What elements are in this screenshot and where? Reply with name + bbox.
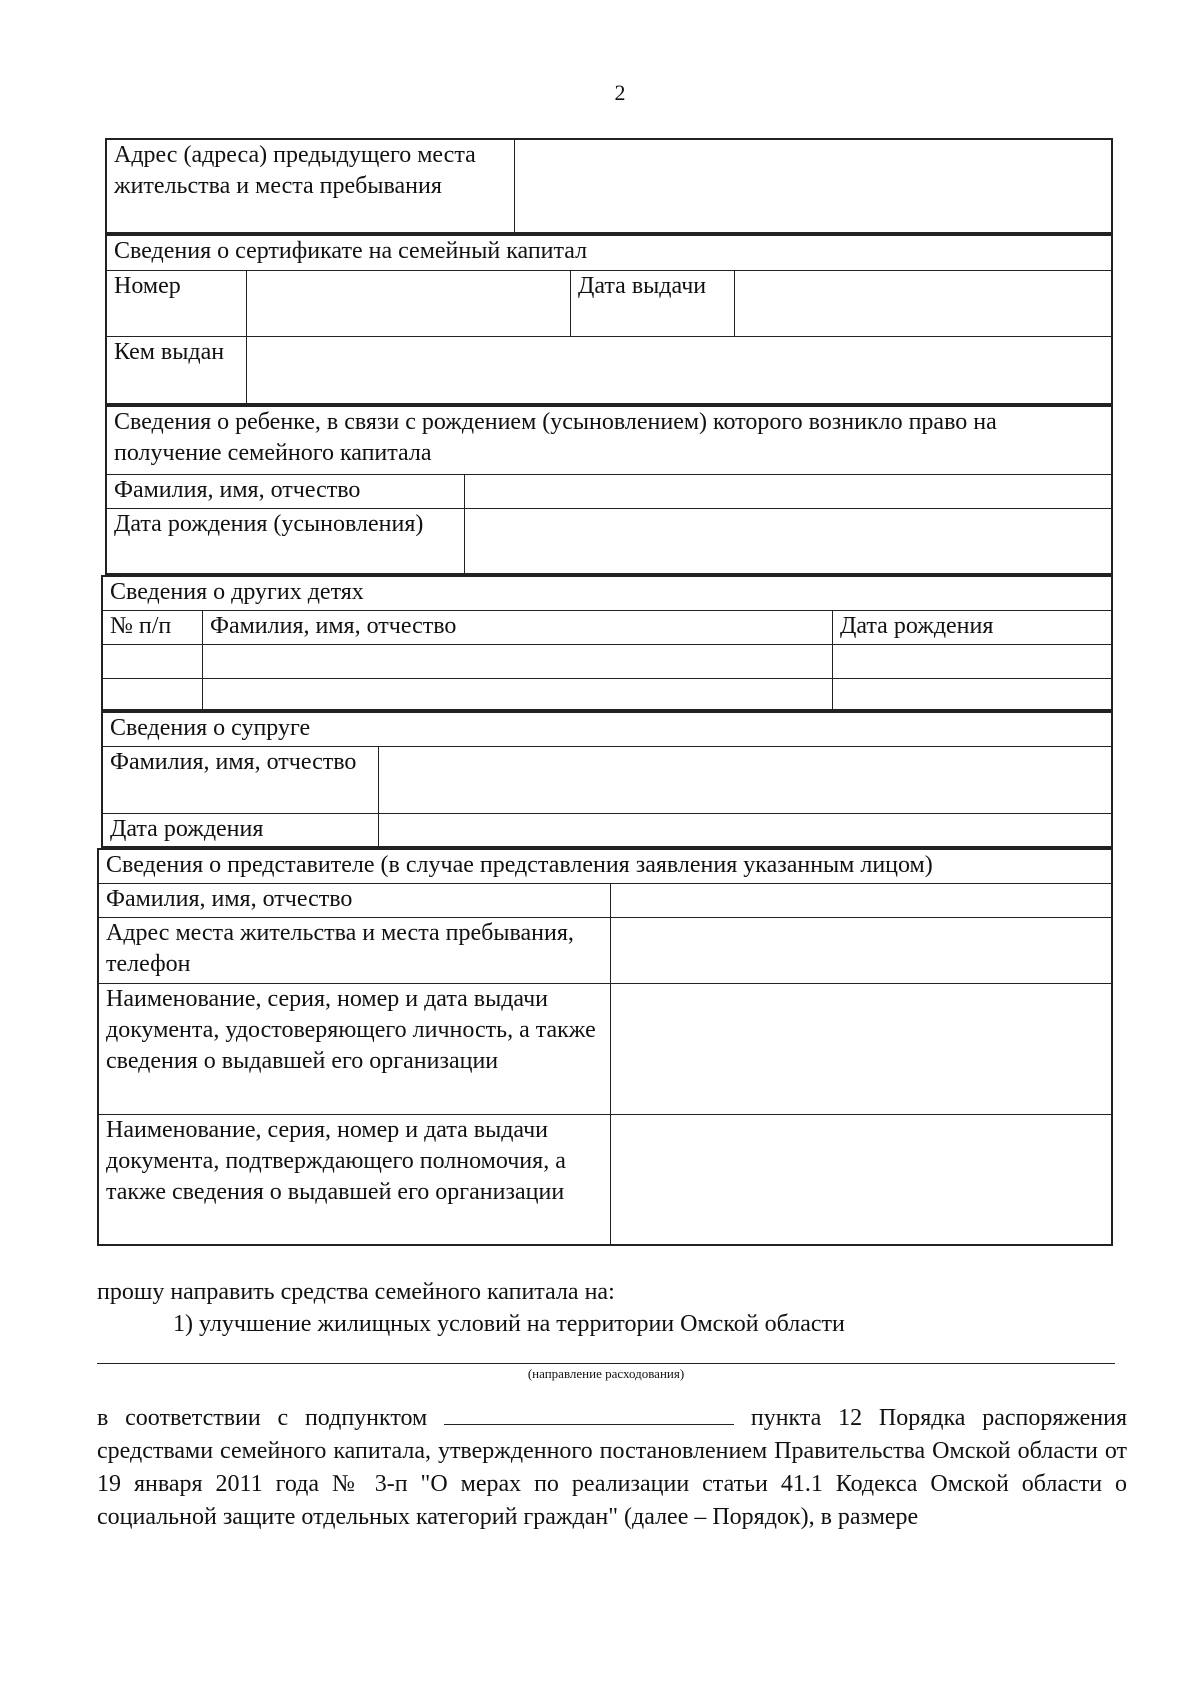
spouse-section-title: Сведения о супруге [103,713,1112,747]
child-block [105,405,1113,575]
other-child-number-field[interactable] [103,645,203,679]
rep-section-title: Сведения о представителе (в случае представления заявления указанным лицом) [99,850,1112,884]
cert-number-label: Номер [107,271,247,337]
rep-address-field[interactable] [611,918,1112,984]
representative-block [97,848,1113,1246]
request-paragraph [97,1402,1127,1534]
prev-address-label: Адрес (адреса) предыдущего места жительства и места пребывания [107,140,515,233]
spouse-name-field[interactable] [379,747,1112,814]
spouse-birth-field[interactable] [379,814,1112,847]
other-child-birth-field[interactable] [833,645,1112,679]
other-children-block [101,575,1113,711]
subparagraph-blank[interactable] [444,1402,734,1425]
rep-name-field[interactable] [611,884,1112,918]
certificate-section-title: Сведения о сертификате на семейный капитал [107,236,1112,271]
spouse-birth-label: Дата рождения [103,814,379,847]
spouse-name-label: Фамилия, имя, отчество [103,747,379,814]
other-child-name-field[interactable] [203,645,833,679]
direction-line[interactable] [97,1363,1115,1364]
rep-authority-doc-label: Наименование, серия, номер и дата выдачи документа, подтверждающего полномочия, а также сведения о выдавшей его организации [99,1115,611,1245]
rep-address-label: Адрес места жительства и места пребывания, телефон [99,918,611,984]
cert-issue-date-field[interactable] [735,271,1112,337]
other-children-header-number: № п/п [103,611,203,645]
child-section-title: Сведения о ребенке, в связи с рождением (усыновлением) которого возникло право на получение семейного капитала [107,407,1112,475]
child-name-field[interactable] [465,475,1112,509]
other-children-header-birth: Дата рождения [833,611,1112,645]
spouse-block [101,711,1113,848]
cert-issue-date-label: Дата выдачи [571,271,735,337]
other-child-number-field[interactable] [103,679,203,710]
rep-name-label: Фамилия, имя, отчество [99,884,611,918]
rep-id-doc-field[interactable] [611,984,1112,1115]
cert-issued-by-field[interactable] [247,337,1112,404]
table-row [103,679,1112,710]
prev-address-block [105,138,1113,234]
other-children-section-title: Сведения о других детях [103,577,1112,611]
rep-id-doc-label: Наименование, серия, номер и дата выдачи документа, удостоверяющего личность, а также сведения о выдавшей его организации [99,984,611,1115]
cert-issued-by-label: Кем выдан [107,337,247,404]
cert-number-field[interactable] [247,271,571,337]
page-number: 2 [614,80,626,105]
child-birth-label: Дата рождения (усыновления) [107,509,465,574]
prev-address-field[interactable] [515,140,1112,233]
certificate-block [105,234,1113,405]
rep-authority-doc-field[interactable] [611,1115,1112,1245]
other-children-header-name: Фамилия, имя, отчество [203,611,833,645]
child-name-label: Фамилия, имя, отчество [107,475,465,509]
other-child-birth-field[interactable] [833,679,1112,710]
child-birth-field[interactable] [465,509,1112,574]
request-text-part-2: пункта 12 Порядка распоряжения средствами семейного капитала, утвержденного постановлением Правительства Омской области от 19 января 2011 года № 3-п "О мерах по реализации статьи 41.1 Кодекса Омской области о социальной защите отдельных категорий граждан" (далее – Порядок), в размере [97,1405,1128,1530]
direction-caption: (направление расходования) [527,1366,685,1381]
request-text-part-1: в соответствии с подпунктом [97,1405,428,1431]
other-child-name-field[interactable] [203,679,833,710]
request-intro: прошу направить средства семейного капитала на: [97,1279,615,1305]
request-item-1: 1) улучшение жилищных условий на территории Омской области [173,1311,845,1337]
table-row [103,645,1112,679]
